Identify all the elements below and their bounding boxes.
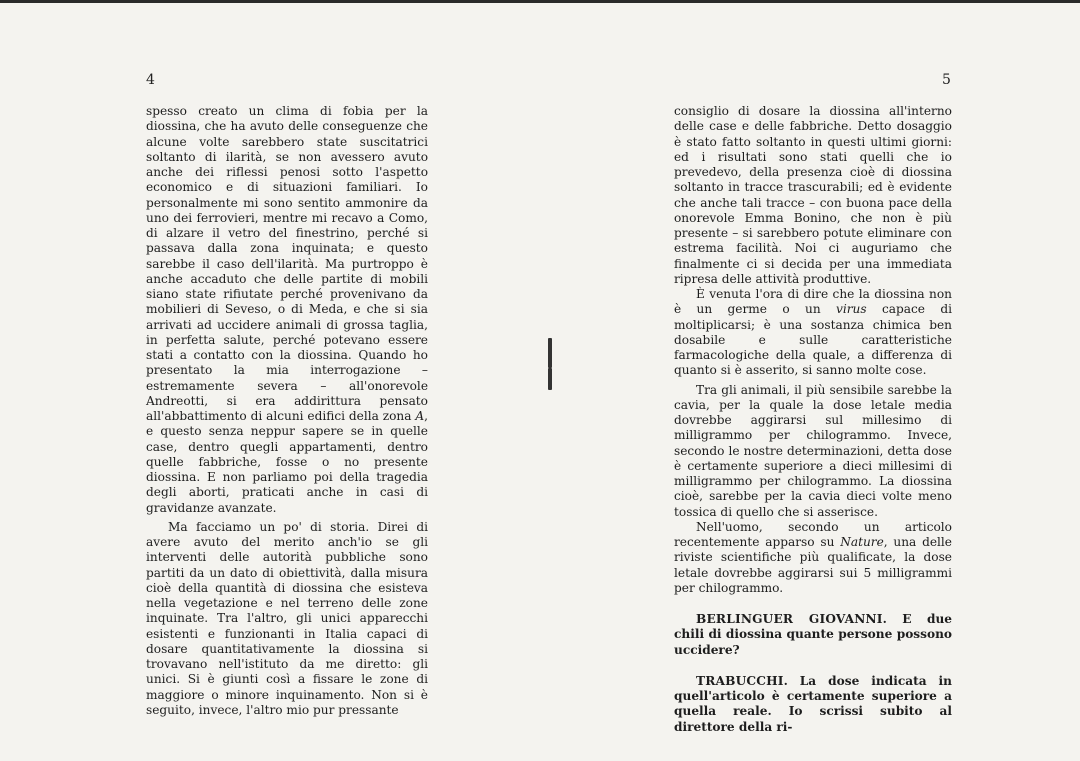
paragraph: È venuta l'ora di dire che la diossina non è un germe o un virus capace di moltiplicarsi; è una sostanza chimica ben dosabile e sulle caratteristiche farmacologiche della quale, a differenza di quanto si è asserito, si sanno molte cose. xyxy=(674,287,953,378)
speaker-name: BERLINGUER GIOVANNI. xyxy=(696,612,888,626)
paragraph: Ma facciamo un po' di storia. Direi di avere avuto del merito anch'io se gli interventi delle autorità pubbliche sono partiti da un dato di obiettività, dalla misura cioè della quantità di diossina che esisteva nella vegetazione e nel terreno delle zone inquinate. Tra l'altro, gli unici apparecchi esistenti e funzionanti in Italia capaci di dosare quantitativamente la diossina si trovavano nell'istituto da me diretto: gli unici. Si è giunti così a fissare le zone di maggiore o minore inquinamento. Non si è seguito, invece, l'altro mio pur pressante xyxy=(146,519,428,717)
paragraph: Tra gli animali, il più sensibile sarebbe la cavia, per la quale la dose letale media dovrebbe aggirarsi sul millesimo di milligrammo per chilogrammo. Invece, secondo le nostre determinazioni, detta dose è certamente superiore a dieci millesimi di milligrammo per chilogrammo. La diossina cioè, sarebbe per la cavia dieci volte meno tossica di quello che si asserisce. xyxy=(674,382,952,519)
scan-top-edge xyxy=(0,0,1080,3)
binding-mark xyxy=(548,338,552,368)
paragraph: Nell'uomo, secondo un articolo recentemente apparso su Nature, una delle riviste scientifiche più qualificate, la dose letale dovrebbe aggirarsi sui 5 milligrammi per chilogrammo. xyxy=(674,519,952,595)
speech-text: La dose indicata in quell'articolo è certamente superiore a quella reale. Io scrissi subito al direttore della ri- xyxy=(674,673,952,734)
left-page-column xyxy=(146,104,428,718)
speech-paragraph xyxy=(674,674,952,735)
page-number-left: 4 xyxy=(146,72,155,88)
speaker-name: TRABUCCHI. xyxy=(696,673,789,688)
paragraph: consiglio di dosare la diossina all'interno delle case e delle fabbriche. Detto dosaggio è stato fatto soltanto in questi ultimi giorni: ed i risultati sono stati quelli che io prevedevo, della presenza cioè di diossina soltanto in tracce trascurabili; ed è evidente che anche tali tracce – con buona pace della onorevole Emma Bonino, che non è più presente – si sarebbero potute eliminare con estrema facilità. Noi ci auguriamo che finalmente ci si decida per una immediata ripresa delle attività produttive. xyxy=(674,104,952,286)
page-number-right: 5 xyxy=(942,72,951,88)
binding-mark xyxy=(548,368,552,390)
paragraph: spesso creato un clima di fobia per la diossina, che ha avuto delle conseguenze che alcune volte sarebbero state suscitatrici soltanto di ilarità, se non avessero avuto anche dei riflessi penosi sotto l'aspetto economico e di situazioni familiari. Io personalmente mi sono sentito ammonire da uno dei ferrovieri, mentre mi recavo a Como, di alzare il vetro del finestrino, perché si passava dalla zona inquinata; e questo sarebbe il caso dell'ilarità. Ma purtroppo è anche accaduto che delle partite di mobili siano state rifiutate perché provenivano da mobilieri di Seveso, o di Meda, e che si sia arrivati ad uccidere animali di grossa taglia, in perfetta salute, perché potevano essere stati a contatto con la diossina. Quando ho presentato la mia interrogazione – estremamente severa – all'onorevole Andreotti, si era addirittura pensato all'abbattimento di alcuni edifici della zona A, e questo senza neppur sapere se in quelle case, dentro quegli appartamenti, dentro quelle fabbriche, fosse o no presente diossina. E non parliamo poi della tragedia degli aborti, praticati anche in casi di gravidanze avanzate. xyxy=(146,104,428,515)
speech-text: E due chili di diossina quante persone possono uccidere? xyxy=(674,612,952,657)
right-page-column xyxy=(674,104,952,735)
speech-paragraph xyxy=(674,612,952,658)
